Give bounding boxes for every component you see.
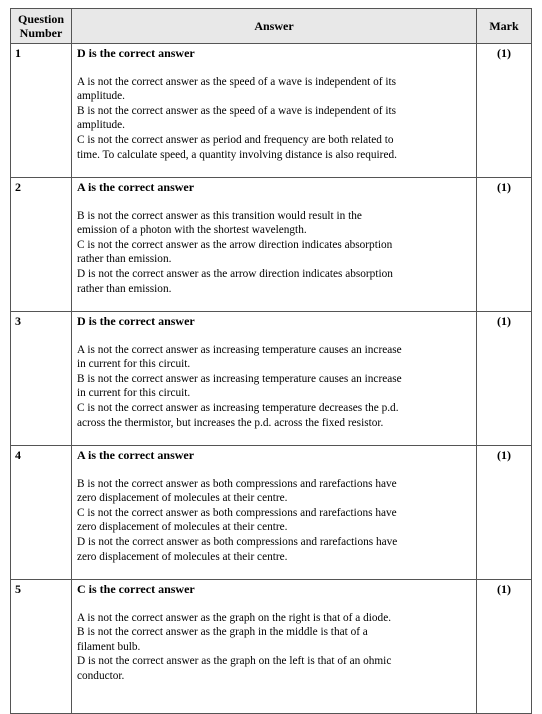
mark-value: (1) <box>477 446 532 580</box>
explanation-line: C is not the correct answer as period and frequency are both related to <box>77 133 394 146</box>
explanation <box>77 343 471 431</box>
explanation-line: A is not the correct answer as increasing temperature causes an increase <box>77 343 402 356</box>
mark-value: (1) <box>477 580 532 714</box>
explanation-line: D is not the correct answer as both compressions and rarefactions have <box>77 535 398 548</box>
explanation-line: time. To calculate speed, a quantity involving distance is also required. <box>77 148 397 161</box>
question-number: 3 <box>11 312 72 446</box>
explanation <box>77 75 471 163</box>
mark-header: Mark <box>477 9 532 44</box>
explanation-line: amplitude. <box>77 90 126 103</box>
explanation <box>77 611 471 684</box>
question-header-line1: Question <box>17 12 64 26</box>
explanation-line: C is not the correct answer as both compressions and rarefactions have <box>77 506 397 519</box>
explanation-line: B is not the correct answer as this transition would result in the <box>77 209 362 222</box>
explanation-line: zero displacement of molecules at their centre. <box>77 492 288 505</box>
explanation-line: emission of a photon with the shortest wavelength. <box>77 224 307 237</box>
question-number: 2 <box>11 178 72 312</box>
explanation-line: amplitude. <box>77 119 126 132</box>
correct-answer-statement: C is the correct answer <box>77 582 195 596</box>
explanation-line: B is not the correct answer as the graph in the middle is that of a <box>77 626 368 639</box>
explanation-line: zero displacement of molecules at their centre. <box>77 521 288 534</box>
answer-cell <box>72 178 477 312</box>
explanation-line: in current for this circuit. <box>77 358 191 371</box>
question-number: 4 <box>11 446 72 580</box>
explanation <box>77 209 471 297</box>
explanation-line: conductor. <box>77 669 125 682</box>
answer-header: Answer <box>72 9 477 44</box>
explanation-line: filament bulb. <box>77 640 141 653</box>
question-number-header <box>11 9 72 44</box>
explanation-line: A is not the correct answer as the speed of a wave is independent of its <box>77 75 397 88</box>
explanation-line: B is not the correct answer as both compressions and rarefactions have <box>77 477 397 490</box>
explanation-line: in current for this circuit. <box>77 387 191 400</box>
explanation-line: B is not the correct answer as the speed of a wave is independent of its <box>77 104 397 117</box>
question-number: 5 <box>11 580 72 714</box>
header-row <box>11 9 532 44</box>
correct-answer-statement: A is the correct answer <box>77 180 195 194</box>
correct-answer-statement: D is the correct answer <box>77 314 195 328</box>
explanation-line: C is not the correct answer as the arrow direction indicates absorption <box>77 238 393 251</box>
explanation-line: D is not the correct answer as the arrow direction indicates absorption <box>77 267 393 280</box>
answer-cell <box>72 580 477 714</box>
explanation-line: C is not the correct answer as increasing temperature decreases the p.d. <box>77 401 399 414</box>
mark-value: (1) <box>477 178 532 312</box>
answer-cell <box>72 446 477 580</box>
explanation-line: rather than emission. <box>77 282 172 295</box>
explanation-line: across the thermistor, but increases the p.d. across the fixed resistor. <box>77 416 384 429</box>
question-number: 1 <box>11 44 72 178</box>
explanation-line: A is not the correct answer as the graph on the right is that of a diode. <box>77 611 392 624</box>
table-row <box>11 178 532 312</box>
correct-answer-statement: D is the correct answer <box>77 46 195 60</box>
mark-value: (1) <box>477 44 532 178</box>
explanation-line: B is not the correct answer as increasing temperature causes an increase <box>77 372 402 385</box>
table-row <box>11 580 532 714</box>
mark-value: (1) <box>477 312 532 446</box>
answer-cell <box>72 44 477 178</box>
table-row <box>11 44 532 178</box>
question-header-line2: Number <box>19 26 63 40</box>
table-row <box>11 312 532 446</box>
table-row <box>11 446 532 580</box>
correct-answer-statement: A is the correct answer <box>77 448 195 462</box>
explanation-line: D is not the correct answer as the graph on the left is that of an ohmic <box>77 655 392 668</box>
explanation-line: zero displacement of molecules at their centre. <box>77 550 288 563</box>
explanation-line: rather than emission. <box>77 253 172 266</box>
mark-scheme-table <box>10 8 532 714</box>
answer-cell <box>72 312 477 446</box>
explanation <box>77 477 471 565</box>
